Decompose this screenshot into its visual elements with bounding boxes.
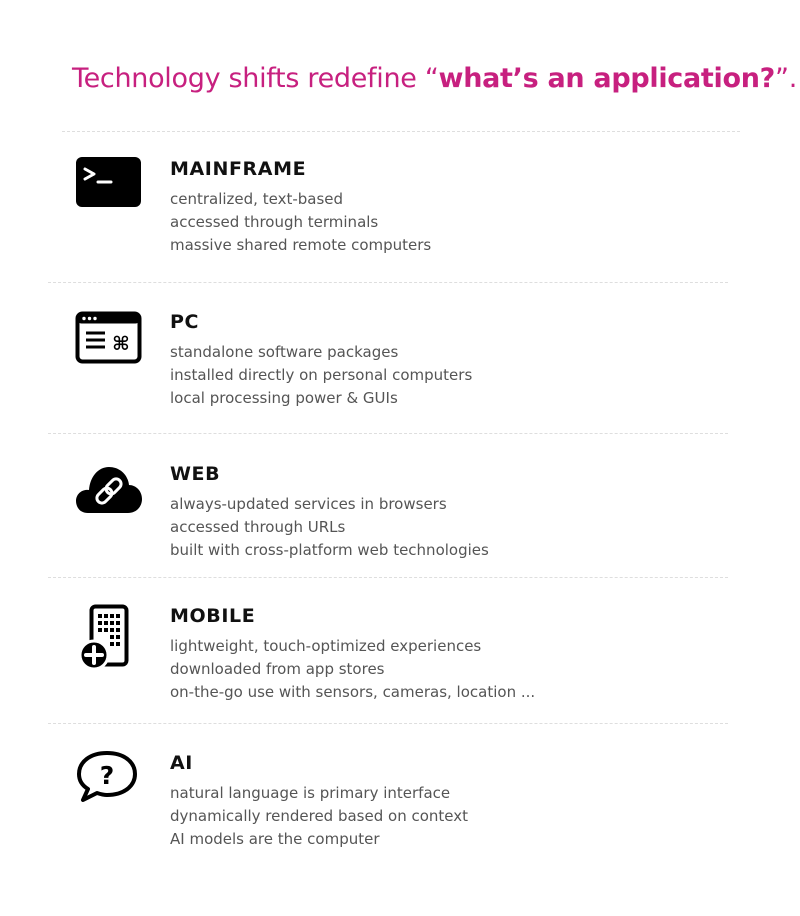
- era-heading: AI: [170, 752, 193, 774]
- app-window-icon: [74, 310, 144, 380]
- title-prefix: Technology shifts redefine “: [72, 63, 439, 94]
- question-bubble-icon: [74, 751, 144, 821]
- era-line: built with cross-platform web technologies: [170, 541, 489, 559]
- era-line: natural language is primary interface: [170, 784, 451, 802]
- divider: [48, 282, 728, 283]
- title-emphasis: what’s an application?: [438, 63, 776, 94]
- era-row-ai: [0, 751, 800, 861]
- era-heading: PC: [170, 311, 200, 333]
- cloud-link-icon: [74, 462, 144, 532]
- divider: [48, 723, 728, 724]
- era-line: accessed through URLs: [170, 518, 346, 536]
- era-line: standalone software packages: [170, 343, 399, 361]
- page-title: [72, 60, 797, 98]
- era-line: massive shared remote computers: [170, 236, 432, 254]
- divider-top: [62, 131, 740, 132]
- era-line: installed directly on personal computers: [170, 366, 473, 384]
- era-heading: WEB: [170, 463, 221, 485]
- era-line: lightweight, touch-optimized experiences: [170, 637, 482, 655]
- terminal-icon: [74, 157, 144, 227]
- era-line: dynamically rendered based on context: [170, 807, 469, 825]
- era-line: local processing power & GUIs: [170, 389, 398, 407]
- era-heading: MAINFRAME: [170, 158, 307, 180]
- divider: [48, 577, 728, 578]
- phone-add-icon: [74, 604, 144, 674]
- divider: [48, 433, 728, 434]
- era-heading: MOBILE: [170, 605, 256, 627]
- svg-text:?: ?: [99, 761, 115, 790]
- era-line: always-updated services in browsers: [170, 495, 447, 513]
- era-line: accessed through terminals: [170, 213, 379, 231]
- title-suffix: ”.: [775, 63, 797, 94]
- era-row-mainframe: [0, 157, 800, 267]
- era-row-mobile: [0, 604, 800, 714]
- era-line: downloaded from app stores: [170, 660, 385, 678]
- era-row-pc: [0, 310, 800, 420]
- era-line: AI models are the computer: [170, 830, 380, 848]
- era-line: on-the-go use with sensors, cameras, location ...: [170, 683, 536, 701]
- svg-text:⌘: ⌘: [112, 333, 130, 355]
- era-line: centralized, text-based: [170, 190, 344, 208]
- era-row-web: [0, 462, 800, 572]
